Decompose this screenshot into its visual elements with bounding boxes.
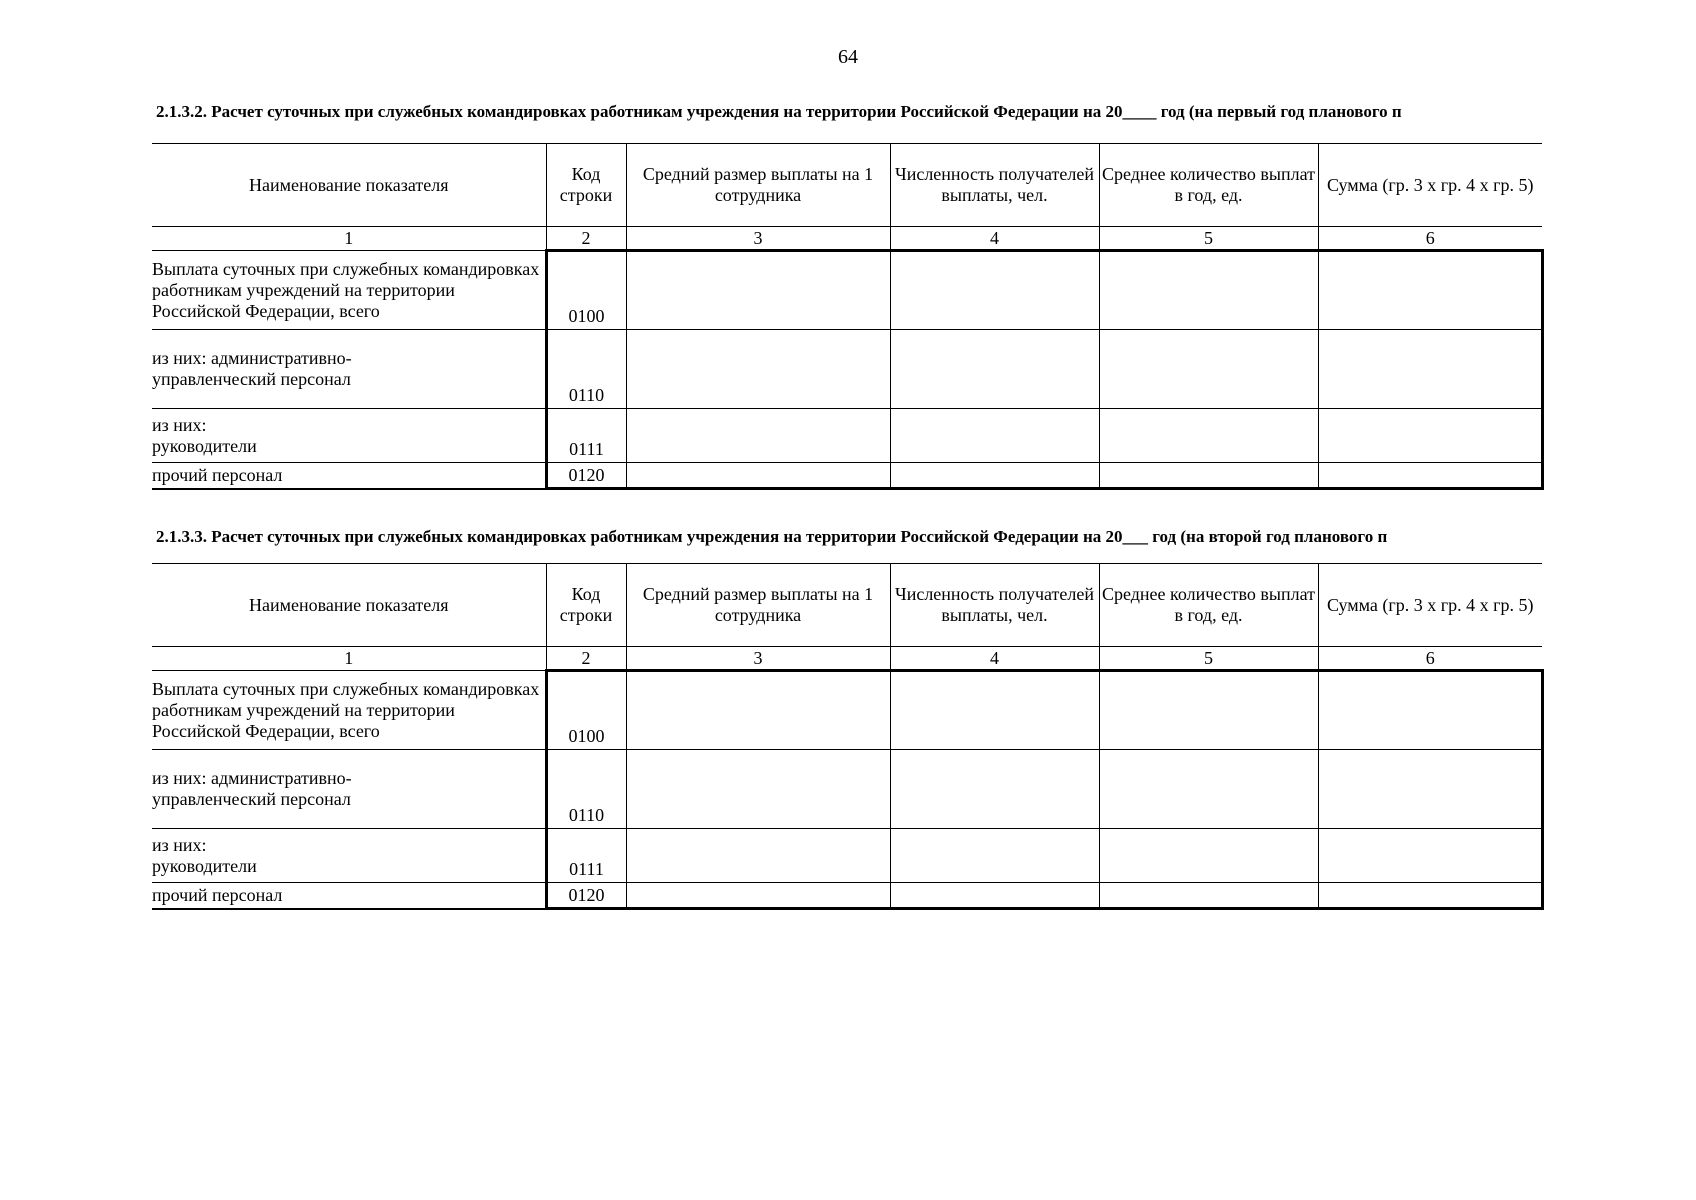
input-cell[interactable] [1318,330,1542,409]
input-cell[interactable] [626,251,890,330]
input-cell[interactable] [626,671,890,750]
table-row [152,251,1542,330]
row-code: 0120 [546,883,626,909]
input-cell[interactable] [890,463,1099,489]
row-code: 0100 [546,251,626,330]
row-label: Выплата суточных при служебных командировках работникам учреждений на территории Российской Федерации, всего [152,251,546,330]
row-code: 0111 [546,409,626,463]
column-number: 6 [1318,227,1542,251]
page-number: 64 [838,46,858,68]
column-number: 3 [626,647,890,671]
input-cell[interactable] [1099,750,1318,829]
table-row [152,883,1542,909]
input-cell[interactable] [626,829,890,883]
input-cell[interactable] [1318,463,1542,489]
table-header-row [152,144,1542,227]
row-label: из них: руководители [152,409,546,463]
calculation-table [152,563,1544,910]
input-cell[interactable] [626,463,890,489]
column-header: Сумма (гр. 3 х гр. 4 х гр. 5) [1318,144,1542,227]
column-header: Среднее количество выплат в год, ед. [1099,144,1318,227]
column-number: 4 [890,227,1099,251]
table-row [152,671,1542,750]
table-row [152,750,1542,829]
input-cell[interactable] [890,330,1099,409]
input-cell[interactable] [1318,671,1542,750]
column-number: 2 [546,227,626,251]
input-cell[interactable] [1318,251,1542,330]
input-cell[interactable] [626,750,890,829]
row-label: из них: административно-управленческий персонал [152,330,546,409]
section-title: 2.1.3.3. Расчет суточных при служебных командировках работникам учреждения на территории Российской Федерации на 20___ год (на второй год планового п [156,527,1388,546]
input-cell[interactable] [1318,883,1542,909]
column-header: Сумма (гр. 3 х гр. 4 х гр. 5) [1318,564,1542,647]
table-row [152,829,1542,883]
input-cell[interactable] [626,883,890,909]
table-header-row [152,564,1542,647]
column-number: 5 [1099,647,1318,671]
row-code: 0120 [546,463,626,489]
column-header: Численность получателей выплаты, чел. [890,564,1099,647]
column-number: 2 [546,647,626,671]
row-code: 0110 [546,750,626,829]
input-cell[interactable] [890,671,1099,750]
row-label: из них: руководители [152,829,546,883]
input-cell[interactable] [1099,883,1318,909]
column-header: Наименование показателя [152,564,546,647]
input-cell[interactable] [626,330,890,409]
column-number: 1 [152,227,546,251]
column-number: 1 [152,647,546,671]
column-number-row [152,227,1542,251]
row-label: прочий персонал [152,463,546,489]
input-cell[interactable] [1099,671,1318,750]
table-row [152,330,1542,409]
input-cell[interactable] [1099,463,1318,489]
column-header: Средний размер выплаты на 1 сотрудника [626,144,890,227]
row-label: прочий персонал [152,883,546,909]
column-header: Численность получателей выплаты, чел. [890,144,1099,227]
row-label: Выплата суточных при служебных командировках работникам учреждений на территории Российской Федерации, всего [152,671,546,750]
input-cell[interactable] [890,251,1099,330]
input-cell[interactable] [1318,829,1542,883]
input-cell[interactable] [1099,409,1318,463]
input-cell[interactable] [890,883,1099,909]
column-number: 5 [1099,227,1318,251]
column-number-row [152,647,1542,671]
input-cell[interactable] [890,409,1099,463]
column-number: 3 [626,227,890,251]
column-header: Среднее количество выплат в год, ед. [1099,564,1318,647]
table-row [152,409,1542,463]
calculation-table [152,143,1544,490]
column-header: Код строки [546,564,626,647]
input-cell[interactable] [1099,330,1318,409]
column-header: Средний размер выплаты на 1 сотрудника [626,564,890,647]
table-row [152,463,1542,489]
input-cell[interactable] [1099,829,1318,883]
column-header: Код строки [546,144,626,227]
column-number: 6 [1318,647,1542,671]
row-code: 0111 [546,829,626,883]
row-code: 0110 [546,330,626,409]
section-title: 2.1.3.2. Расчет суточных при служебных командировках работникам учреждения на территории Российской Федерации на 20____ год (на первый год планового п [156,102,1402,121]
input-cell[interactable] [1318,750,1542,829]
input-cell[interactable] [1099,251,1318,330]
input-cell[interactable] [1318,409,1542,463]
column-number: 4 [890,647,1099,671]
row-code: 0100 [546,671,626,750]
row-label: из них: административно-управленческий персонал [152,750,546,829]
column-header: Наименование показателя [152,144,546,227]
input-cell[interactable] [626,409,890,463]
input-cell[interactable] [890,829,1099,883]
input-cell[interactable] [890,750,1099,829]
